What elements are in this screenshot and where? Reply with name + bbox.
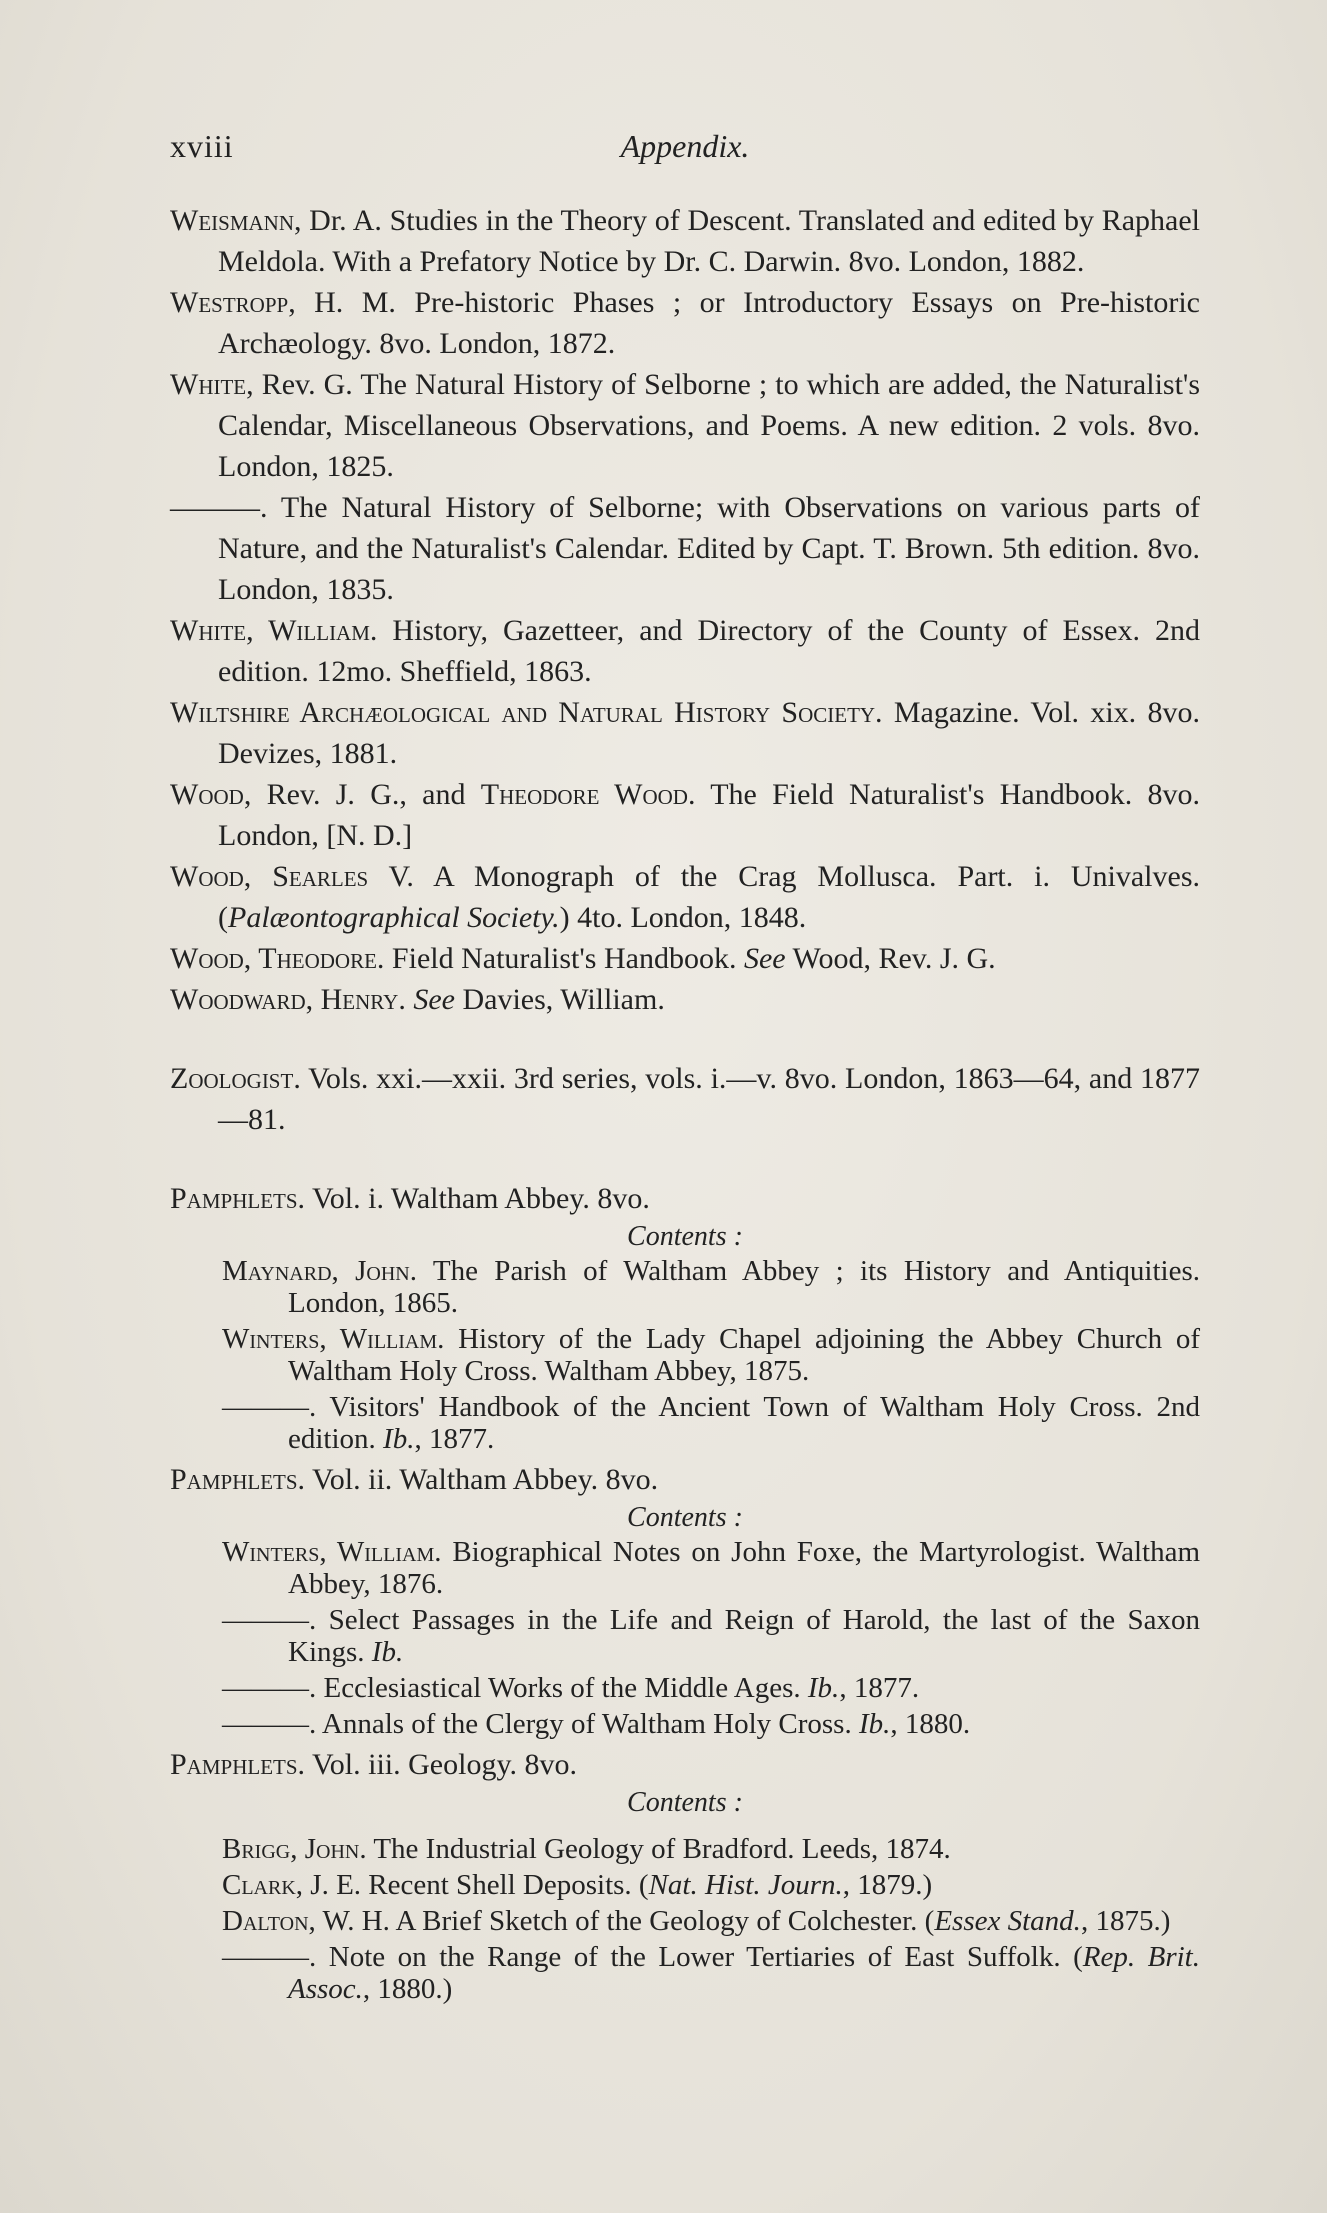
contents-label: Contents : [627,1787,743,1818]
author-name: Wood [170,778,244,811]
entry-italic: Ib. [383,1423,415,1455]
spacer [170,1020,1200,1058]
entry-text: , 1877. [414,1423,495,1455]
entry-dalton [170,1905,1200,1937]
entry-italic: Ib. [807,1672,840,1704]
entry-text: V. A Monograph of the Crag Mollusca. Part. i. Univalves. ( [218,860,1200,934]
running-title: Appendix. [620,128,750,164]
author-name: White, William. [170,614,378,647]
entry-text: History of the Lady Chapel adjoining the Abbey Church of Waltham Holy Cross. Waltham Abbey, 1875. [288,1323,1200,1387]
entry-italic: Ib. [858,1708,891,1740]
entry-wood-sv [170,856,1200,938]
entry-text: ) 4to. London, 1848. [559,901,807,934]
entry-italic: See [743,942,786,975]
entry-text: , W. H. A Brief Sketch of the Geology of Colchester. ( [308,1905,935,1937]
entry-winters-5 [170,1672,1200,1704]
author-name: Winters, William. [222,1323,445,1355]
author-name: Maynard, John. [222,1255,417,1287]
entry-text: History, Gazetteer, and Directory of the County of Essex. 2nd edition. 12mo. Sheffield, 1863. [218,614,1201,688]
author-name: Weismann [170,204,294,237]
entry-text: ———. The Natural History of Selborne; with Observations on various parts of Nature, and the Naturalist's Calendar. Edited by Capt. T. Brown. 5th edition. 8vo. London, 1835. [170,491,1200,606]
author-name: White [170,368,247,401]
entry-dalton-2 [170,1941,1200,2005]
page-number: xviii [170,128,234,164]
entry-maynard [170,1255,1200,1319]
author-name: Wood, Searles [170,860,369,893]
author-name: Winters, William. [222,1536,442,1568]
entry-text: Wood, Rev. J. G. [785,942,996,975]
entry-text: Magazine. Vol. xix. 8vo. Devizes, 1881. [218,696,1200,770]
author-name: Dalton [222,1905,309,1937]
entry-italic: See [413,983,455,1016]
pamphlets-vol3-heading [170,1744,1200,1785]
entry-winters-2 [170,1391,1200,1455]
entry-italic: Rep. Brit. Assoc. [288,1941,1200,2005]
entry-wood-jg [170,774,1200,856]
entry-text: , 1879.) [842,1869,933,1901]
entry-text: , 1880. [890,1708,971,1740]
author-name: Wiltshire Archæological and Natural History Society. [170,696,883,729]
author-name: Wood, Theodore. [170,942,385,975]
entry-italic: Palæontographical Society. [228,901,560,934]
entry-text: The Industrial Geology of Bradford. Leeds, 1874. [366,1833,951,1865]
entry-winters-1 [170,1323,1200,1387]
entry-text: ———. Ecclesiastical Works of the Middle Ages. [222,1672,808,1704]
entry-text: ———. Visitors' Handbook of the Ancient Town of Waltham Holy Cross. 2nd edition. [222,1391,1200,1455]
entry-text: , Dr. A. Studies in the Theory of Descent. Translated and edited by Raphael Meldola. With a Prefatory Notice by Dr. C. Darwin. 8vo. London, 1882. [218,204,1200,278]
entry-text: Vol. ii. Waltham Abbey. 8vo. [305,1463,659,1496]
pamphlets-vol1-heading [170,1178,1200,1219]
section-name: Pamphlets. [170,1463,306,1496]
entry-wiltshire [170,692,1200,774]
entry-text: Vol. iii. Geology. 8vo. [305,1748,577,1781]
pamphlets-vol2-heading [170,1459,1200,1500]
entry-italic: Ib. [371,1636,404,1668]
entry-clark [170,1869,1200,1901]
entry-text: , 1877. [839,1672,920,1704]
section-name: Pamphlets. [170,1748,306,1781]
entry-text: The Field Naturalist's Handbook. 8vo. London, [N. D.] [218,778,1200,852]
entry-text: Vols. xxi.—xxii. 3rd series, vols. i.—v. 8vo. London, 1863—64, and 1877—81. [218,1062,1200,1136]
author-name-2: Theodore Wood. [480,778,696,811]
entry-text: , 1875.) [1080,1905,1171,1937]
author-name: Zoologist. [170,1062,301,1095]
author-name: Westropp [170,286,289,319]
entry-winters-6 [170,1708,1200,1740]
contents-label: Contents : [627,1221,743,1252]
entry-text: , Rev. G. The Natural History of Selborne ; to which are added, the Naturalist's Calendar, Miscellaneous Observations, and Poems. A new edition. 2 vols. 8vo. London, 1825. [218,368,1200,483]
entry-winters-4 [170,1604,1200,1668]
entry-text: ———. Annals of the Clergy of Waltham Holy Cross. [222,1708,859,1740]
author-name: Brigg, John. [222,1833,367,1865]
entry-woodward [170,979,1200,1020]
entry-white-g [170,364,1200,487]
entry-zoologist [170,1058,1200,1140]
entry-text: ———. Select Passages in the Life and Reign of Harold, the last of the Saxon Kings. [222,1604,1200,1668]
entry-text: Field Naturalist's Handbook. [384,942,744,975]
contents-label: Contents : [627,1502,743,1533]
entry-text: , Rev. J. G., and [243,778,481,811]
entry-text: , 1880.) [362,1973,453,2005]
entry-white-g-2 [170,487,1200,610]
page-header [170,128,1200,172]
entry-italic: Nat. Hist. Journ. [648,1869,843,1901]
entry-brigg [170,1833,1200,1865]
entry-text: The Parish of Waltham Abbey ; its History and Antiquities. London, 1865. [288,1255,1200,1319]
author-name: Woodward, Henry. [170,983,406,1016]
entry-text: Davies, William. [454,983,665,1016]
entry-text: Biographical Notes on John Foxe, the Martyrologist. Waltham Abbey, 1876. [288,1536,1201,1600]
author-name: Clark [222,1869,296,1901]
spacer [170,1140,1200,1178]
entry-wood-t [170,938,1200,979]
spacer [170,1821,1200,1833]
entry-italic: Essex Stand. [934,1905,1081,1937]
entry-text: , J. E. Recent Shell Deposits. ( [295,1869,649,1901]
entry-westropp [170,282,1200,364]
entry-text: , H. M. Pre-historic Phases ; or Introductory Essays on Pre-historic Archæology. 8vo. London, 1872. [218,286,1200,360]
entry-text: Vol. i. Waltham Abbey. 8vo. [305,1182,650,1215]
entry-white-w [170,610,1200,692]
entry-weismann [170,200,1200,282]
section-name: Pamphlets. [170,1182,306,1215]
bibliography-list [170,200,1200,2009]
entry-text: ———. Note on the Range of the Lower Tertiaries of East Suffolk. ( [222,1941,1083,1973]
entry-winters-3 [170,1536,1200,1600]
